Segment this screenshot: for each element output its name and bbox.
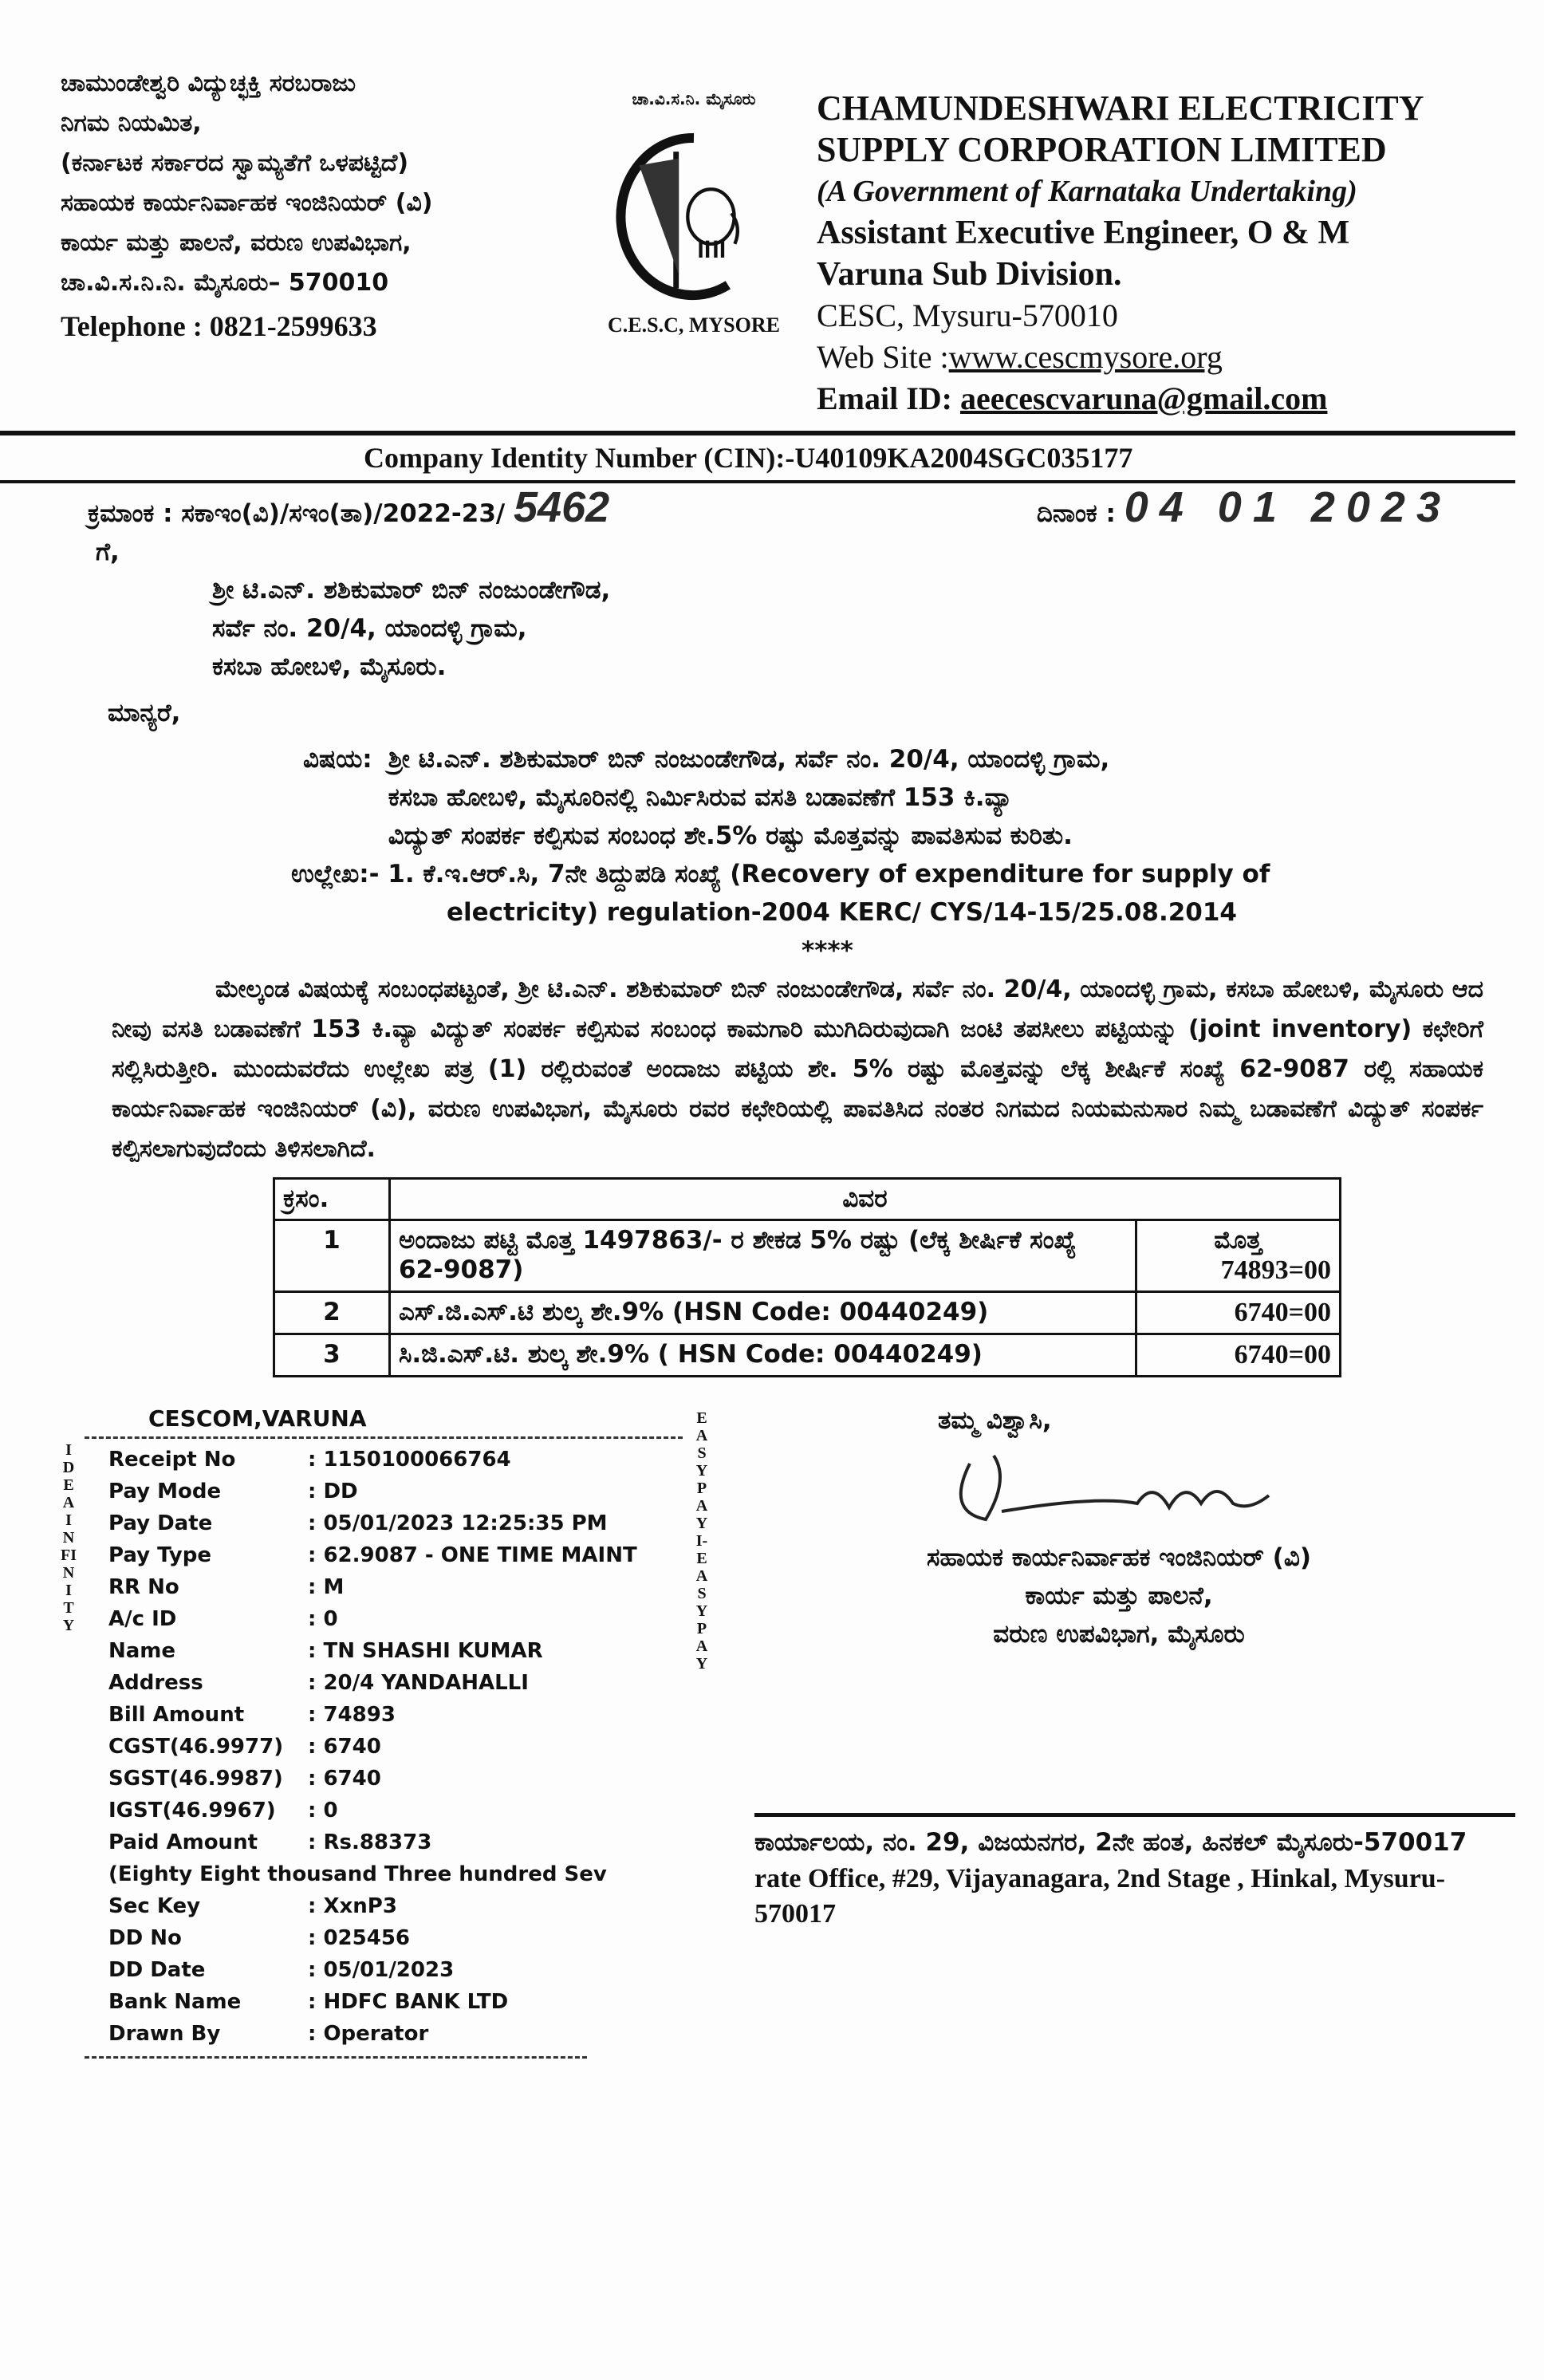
receipt-field: SGST(46.9987) : 6740	[108, 1763, 683, 1795]
field-value: DD	[323, 1480, 358, 1503]
letterhead-kannada-line: ಸಹಾಯಕ ಕಾರ್ಯನಿರ್ವಾಹಕ ಇಂಜಿನಿಯರ್ (ವಿ)	[61, 189, 433, 217]
subject-block	[61, 740, 1483, 855]
email-label: Email ID:	[817, 380, 960, 416]
field-label: SGST(46.9987)	[108, 1767, 283, 1791]
subject	[388, 740, 1483, 855]
company-name-line2: SUPPLY CORPORATION LIMITED	[817, 130, 1387, 169]
row-amount	[1136, 1220, 1340, 1292]
field-label: Address	[108, 1671, 203, 1695]
row-description: ಸಿ.ಜಿ.ಎಸ್.ಟಿ. ಶುಲ್ಕ ಶೇ.9% ( HSN Code: 00440249)	[389, 1334, 1136, 1377]
field-value: 6740	[323, 1767, 381, 1791]
receipt-field: Bank Name : HDFC BANK LTD	[108, 1986, 683, 2018]
field-label: Receipt No	[108, 1448, 236, 1472]
table-row	[274, 1220, 1341, 1292]
table-row	[274, 1292, 1341, 1334]
letterhead-kannada-line: ನಿಗಮ ನಿಯಮಿತ,	[61, 109, 202, 137]
field-value: Rs.88373	[323, 1830, 432, 1854]
row-description: ಅಂದಾಜು ಪಟ್ಟಿ ಮೊತ್ತ 1497863/- ರ ಶೇಕಡ 5% ರಷ್ಟು (ಲೆಕ್ಕ ಶೀರ್ಷಿಕೆ ಸಂಖ್ಯೆ 62-9087)	[389, 1220, 1136, 1292]
field-label: RR No	[108, 1575, 179, 1599]
col-serial: ಕ್ರಸಂ.	[274, 1179, 390, 1220]
row-amount: 6740=00	[1136, 1292, 1340, 1334]
field-value: 0	[323, 1607, 338, 1631]
field-label: Pay Mode	[108, 1480, 222, 1503]
receipt-field: Paid Amount : Rs.88373	[108, 1826, 683, 1858]
field-value: 0	[323, 1799, 338, 1822]
receipt-field: Name : TN SHASHI KUMAR	[108, 1635, 683, 1667]
receipt-field: Address : 20/4 YANDAHALLI	[108, 1667, 683, 1699]
closing: ತಮ್ಮ ವಿಶ್ವಾಸಿ,	[938, 1406, 1052, 1435]
field-label: Sec Key	[108, 1894, 201, 1918]
field-label: Name	[108, 1639, 176, 1663]
payment-table	[273, 1177, 1341, 1377]
receipt-field: A/c ID : 0	[108, 1603, 683, 1635]
reference-line: 1. ಕೆ.ಇ.ಆರ್.ಸಿ, 7ನೇ ತಿದ್ದುಪಡಿ ಸಂಖ್ಯೆ (Recovery of expenditure for supply of	[388, 860, 1270, 889]
field-value: 6740	[323, 1735, 381, 1759]
date-label: ದಿನಾಂಕ :	[1036, 499, 1116, 528]
receipt-field: DD Date : 05/01/2023	[108, 1954, 683, 1986]
sub-division: Varuna Sub Division.	[817, 256, 1122, 293]
field-value: HDFC BANK LTD	[323, 1990, 509, 2014]
logo-bottom-text: C.E.S.C, MYSORE	[608, 313, 780, 337]
website-label: Web Site :	[817, 339, 949, 375]
receipt-field: RR No : M	[108, 1571, 683, 1603]
references-label: ಉಲ್ಲೇಖ:-	[291, 860, 380, 889]
email-link[interactable]: aeecescvaruna@gmail.com	[960, 380, 1328, 416]
receipt-field: Pay Date : 05/01/2023 12:25:35 PM	[108, 1507, 683, 1539]
subject-line: ಶ್ರೀ ಟಿ.ಎನ್. ಶಶಿಕುಮಾರ್ ಬಿನ್ ನಂಜುಂಡೇಗೌಡ, ಸರ್ವೆ ನಂ. 20/4, ಯಾಂದಳ್ಳಿ ಗ್ರಾಮ,	[388, 745, 1110, 774]
col-amount: ಮೊತ್ತ	[1214, 1226, 1262, 1255]
subject-line: ಕಸಬಾ ಹೋಬಳಿ, ಮೈಸೂರಿನಲ್ಲಿ ನಿರ್ಮಿಸಿರುವ ವಸತಿ ಬಡಾವಣೆಗೆ 153 ಕಿ.ವ್ಯಾ	[388, 783, 1013, 812]
logo-top-text: ಚಾ.ವಿ.ಸ.ನಿ. ಮೈಸೂರು	[632, 89, 756, 108]
reference-label: ಕ್ರಮಾಂಕ : ಸಕಾಇಂ(ವಿ)/ಸಇಂ(ತಾ)/2022-23/	[88, 499, 506, 528]
footer-kannada: ಕಾರ್ಯಾಲಯ, ನಂ. 29, ವಿಜಯನಗರ, 2ನೇ ಹಂತ, ಹಿನಕಲ್ ಮೈಸೂರು-570017	[754, 1828, 1467, 1857]
letter-body: ಮೇಲ್ಕಂಡ ವಿಷಯಕ್ಕೆ ಸಂಬಂಧಪಟ್ಟಂತೆ, ಶ್ರೀ ಟಿ.ಎನ್. ಶಶಿಕುಮಾರ್ ಬಿನ್ ನಂಜುಂಡೇಗೌಡ, ಸರ್ವೆ ನಂ. 20/4, ಯಾಂದಳ್ಳಿ ಗ್ರಾಮ, ಕಸಬಾ ಹೋಬಳಿ, ಮೈಸೂರು ಆದ ನೀವು ವಸತಿ ಬಡಾವಣೆಗೆ 153 ಕಿ.ವ್ಯಾ ವಿದ್ಯುತ್ ಸಂಪರ್ಕ ಕಲ್ಪಿಸುವ ಸಂಬಂಧ ಕಾಮಗಾರಿ ಮುಗಿದಿರುವುದಾಗಿ ಜಂಟಿ ತಪಸೀಲು ಪಟ್ಟಿಯನ್ನು (joint inventory) ಕಛೇರಿಗೆ ಸಲ್ಲಿಸಿರುತ್ತೀರಿ. ಮುಂದುವರೆದು ಉಲ್ಲೇಖ ಪತ್ರ (1) ರಲ್ಲಿರುವಂತೆ ಅಂದಾಜು ಪಟ್ಟಿಯ ಶೇ. 5% ರಷ್ಟು ಮೊತ್ತವನ್ನು ಲೆಕ್ಕ ಶೀರ್ಷಿಕೆ ಸಂಖ್ಯೆ 62-9087 ರಲ್ಲಿ ಸಹಾಯಕ ಕಾರ್ಯನಿರ್ವಾಹಕ ಇಂಜಿನಿಯರ್ (ವಿ), ವರುಣ ಉಪವಿಭಾಗ, ಮೈಸೂರು ರವರ ಕಛೇರಿಯಲ್ಲಿ ಪಾವತಿಸಿದ ನಂತರ ನಿಗಮದ ನಿಯಮನುಸಾರ ನಿಮ್ಮ ಬಡಾವಣೆಗೆ ವಿದ್ಯುತ್ ಸಂಪರ್ಕ ಕಲ್ಪಿಸಲಾಗುವುದೆಂದು ತಿಳಿಸಲಾಗಿದೆ.	[112, 975, 1483, 1163]
receipt-field: Pay Mode : DD	[108, 1476, 683, 1507]
field-label: Bank Name	[108, 1990, 242, 2014]
addressee-line: ಕಸಬಾ ಹೋಬಳಿ, ಮೈಸೂರು.	[212, 652, 447, 681]
company-name-line1: CHAMUNDESHWARI ELECTRICITY	[817, 89, 1424, 128]
signature-icon	[938, 1448, 1273, 1535]
receipt-field: Receipt No : 1150100066764	[108, 1444, 683, 1476]
separator-stars: ****	[802, 936, 853, 965]
addressee-line: ಶ್ರೀ ಟಿ.ಎನ್. ಶಶಿಕುಮಾರ್ ಬಿನ್ ನಂಜುಂಡೇಗೌಡ,	[212, 576, 611, 605]
amount-in-words: (Eighty Eight thousand Three hundred Sev	[108, 1862, 607, 1886]
letterhead-kannada-line: ಚಾ.ವಿ.ಸ.ನಿ.ನಿ. ಮೈಸೂರು– 570010	[61, 269, 389, 297]
government-undertaking: (A Government of Karnataka Undertaking)	[817, 175, 1357, 208]
field-label: IGST(46.9967)	[108, 1799, 276, 1822]
row-serial: 3	[274, 1334, 390, 1377]
footer-english: rate Office, #29, Vijayanagara, 2nd Stage , Hinkal, Mysuru-570017	[754, 1864, 1446, 1929]
addressee-line: ಸರ್ವೆ ನಂ. 20/4, ಯಾಂದಳ್ಳಿ ಗ್ರಾಮ,	[212, 614, 527, 643]
receipt-field: DD No : 025456	[108, 1922, 683, 1954]
field-value: XxnP3	[323, 1894, 397, 1918]
field-value: 1150100066764	[323, 1448, 511, 1472]
signature	[754, 1448, 1483, 1539]
email-line	[817, 378, 1483, 420]
row-serial: 2	[274, 1292, 390, 1334]
website-line	[817, 337, 1483, 378]
date-line	[1036, 483, 1451, 533]
signatory-line: ಸಹಾಯಕ ಕಾರ್ಯನಿರ್ವಾಹಕ ಇಂಜಿನಿಯರ್ (ವಿ)	[926, 1543, 1312, 1572]
field-value: 74893	[323, 1703, 396, 1727]
to-label: ಗೆ,	[96, 538, 120, 566]
cesc-logo	[590, 64, 798, 338]
subject-label: ವಿಷಯ:	[303, 745, 372, 774]
bottom-section	[61, 1401, 1483, 2059]
signatory	[754, 1539, 1483, 1653]
reference-number-handwritten: 5462	[514, 483, 610, 531]
field-label: Drawn By	[108, 2022, 221, 2046]
header-divider	[0, 431, 1515, 435]
receipt-side-right: EASYPAY I-EASYPAY	[695, 1409, 708, 1673]
receipt-field: IGST(46.9967) : 0	[108, 1795, 683, 1826]
amount-value: 74893=00	[1220, 1255, 1331, 1285]
signature-and-footer	[754, 1401, 1483, 1932]
table-header-row	[274, 1179, 1341, 1220]
payment-receipt	[61, 1401, 715, 2059]
field-value: M	[323, 1575, 345, 1599]
row-amount: 6740=00	[1136, 1334, 1340, 1377]
date-handwritten: 04 01 2023	[1124, 483, 1451, 531]
receipt-field: Bill Amount : 74893	[108, 1699, 683, 1731]
field-label: Pay Date	[108, 1511, 213, 1535]
letterhead-kannada-line: ಕಾರ್ಯ ಮತ್ತು ಪಾಲನೆ, ವರುಣ ಉಪವಿಭಾಗ,	[61, 229, 412, 257]
field-label: DD No	[108, 1926, 182, 1950]
field-label: CGST(46.9977)	[108, 1735, 284, 1759]
website-link[interactable]: www.cescmysore.org	[948, 339, 1223, 375]
letterhead	[61, 64, 1483, 420]
field-value: 05/01/2023 12:25:35 PM	[323, 1511, 608, 1535]
field-value: 025456	[323, 1926, 410, 1950]
cin-number: Company Identity Number (CIN):-U40109KA2004SGC035177	[364, 442, 1133, 474]
reference-row	[61, 483, 1483, 533]
field-value: 20/4 YANDAHALLI	[323, 1671, 529, 1695]
col-details: ವಿವರ	[389, 1179, 1340, 1220]
telephone: Telephone : 0821-2599633	[61, 310, 377, 342]
row-description: ಎಸ್.ಜಿ.ಎಸ್.ಟಿ ಶುಲ್ಕ ಶೇ.9% (HSN Code: 00440249)	[389, 1292, 1136, 1334]
logo-emblem-icon	[598, 110, 790, 309]
receipt-divider	[85, 2056, 587, 2059]
letterhead-english	[817, 64, 1483, 420]
office-title: Assistant Executive Engineer, O & M	[817, 215, 1350, 251]
field-label: A/c ID	[108, 1607, 177, 1631]
receipt-field: CGST(46.9977) : 6740	[108, 1731, 683, 1763]
subject-line: ವಿದ್ಯುತ್ ಸಂಪರ್ಕ ಕಲ್ಪಿಸುವ ಸಂಬಂಧ ಶೇ.5% ರಷ್ಟು ಮೊತ್ತವನ್ನು ಪಾವತಿಸುವ ಕುರಿತು.	[388, 822, 1073, 850]
field-value: Operator	[323, 2022, 429, 2046]
reference-line: electricity) regulation-2004 KERC/ CYS/14-15/25.08.2014	[447, 898, 1238, 927]
field-label: Paid Amount	[108, 1830, 258, 1854]
field-value: 05/01/2023	[323, 1958, 455, 1982]
salutation: ಮಾನ್ಯರೆ,	[108, 699, 181, 727]
footer-divider	[754, 1813, 1515, 1817]
receipt-header: CESCOM,VARUNA	[148, 1405, 367, 1432]
field-value: 62.9087 - ONE TIME MAINT	[323, 1543, 637, 1567]
receipt-fields	[85, 1439, 683, 2050]
field-label: Pay Type	[108, 1543, 211, 1567]
table-row	[274, 1334, 1341, 1377]
references	[61, 855, 1483, 970]
receipt-field: Sec Key : XxnP3	[108, 1890, 683, 1922]
reference-number-line	[88, 483, 610, 533]
receipt-field: Drawn By : Operator	[108, 2018, 683, 2050]
letterhead-kannada	[61, 64, 571, 346]
field-value: TN SHASHI KUMAR	[323, 1639, 543, 1663]
letterhead-kannada-line: (ಕರ್ನಾಟಕ ಸರ್ಕಾರದ ಸ್ವಾಮ್ಯತೆಗೆ ಒಳಪಟ್ಟಿದೆ)	[61, 149, 409, 177]
row-serial: 1	[274, 1220, 390, 1292]
letterhead-kannada-line: ಚಾಮುಂಡೇಶ್ವರಿ ವಿದ್ಯುಚ್ಛಕ್ತಿ ಸರಬರಾಜು	[61, 69, 356, 97]
signatory-line: ಕಾರ್ಯ ಮತ್ತು ಪಾಲನೆ,	[1025, 1582, 1213, 1610]
field-label: Bill Amount	[108, 1703, 245, 1727]
receipt-side-left: IDEA INFINITY	[61, 1441, 77, 1634]
receipt-field: Pay Type : 62.9087 - ONE TIME MAINT	[108, 1539, 683, 1571]
office-city: CESC, Mysuru-570010	[817, 298, 1118, 333]
field-label: DD Date	[108, 1958, 206, 1982]
signatory-line: ವರುಣ ಉಪವಿಭಾಗ, ಮೈಸೂರು	[993, 1620, 1245, 1649]
addressee	[61, 571, 1483, 686]
